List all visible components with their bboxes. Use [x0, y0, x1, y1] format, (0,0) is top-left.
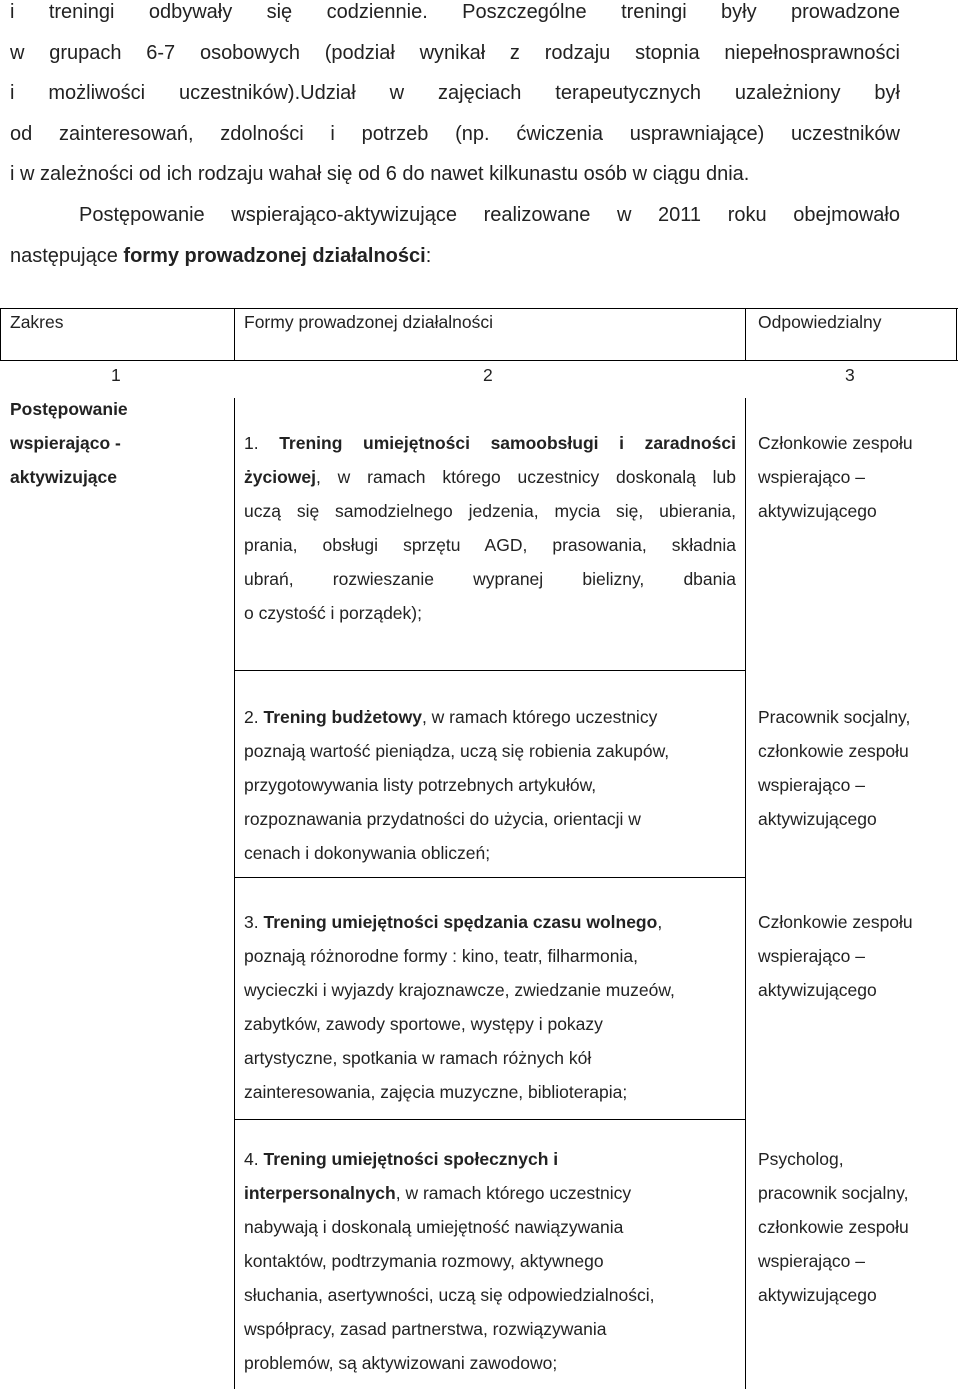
activity-text: , w ramach którego uczestnicy doskonalą lub	[315, 467, 736, 487]
activity-line: zabytków, zawody sportowe, występy i pokazy	[244, 1014, 603, 1034]
row-divider	[234, 877, 746, 878]
intro-line: w grupach 6-7 osobowych (podział wynikał z rodzaju stopnia niepełnosprawności	[10, 41, 900, 64]
activity-title: Trening umiejętności samoobsługi i zaradności	[279, 433, 736, 453]
activity-cell	[244, 1142, 736, 1380]
intro-line	[10, 236, 900, 277]
table-col-divider	[745, 308, 746, 360]
activity-line: ubrań, rozwieszanie wypranej bielizny, dbania	[244, 569, 736, 589]
responsible-cell	[758, 700, 910, 836]
column-number: 2	[483, 365, 493, 385]
row-divider	[234, 1119, 746, 1120]
activity-line: rozpoznawania przydatności do użycia, orientacji w	[244, 809, 641, 829]
activity-line: uczą się samodzielnego jedzenia, mycia się, ubierania,	[244, 501, 736, 521]
responsible-cell	[758, 426, 913, 528]
activity-line: artystyczne, spotkania w ramach różnych kół	[244, 1048, 592, 1068]
column-number: 3	[845, 365, 855, 385]
activity-line: zainteresowania, zajęcia muzyczne, biblioterapia;	[244, 1082, 628, 1102]
intro-text: następujące	[10, 244, 124, 267]
activity-cell	[244, 905, 736, 1109]
scope-cell	[10, 392, 128, 494]
activity-title: Trening budżetowy	[263, 707, 422, 727]
activity-line: wycieczki i wyjazdy krajoznawcze, zwiedzanie muzeów,	[244, 980, 675, 1000]
responsible-line: pracownik socjalny,	[758, 1183, 909, 1203]
responsible-line: Pracownik socjalny,	[758, 707, 911, 727]
scope-line: wspierająco -	[10, 433, 121, 453]
activity-line: poznają różnorodne formy : kino, teatr, filharmonia,	[244, 946, 638, 966]
table-border-right	[956, 308, 957, 360]
column-number: 1	[111, 365, 121, 385]
responsible-line: wspierająco –	[758, 775, 865, 795]
activity-line: prania, obsługi sprzętu AGD, prasowania, składnia	[244, 535, 736, 555]
activity-line: poznają wartość pieniądza, uczą się robienia zakupów,	[244, 741, 670, 761]
table-header-divider	[0, 360, 958, 361]
responsible-line: Członkowie zespołu	[758, 433, 913, 453]
table-col-divider	[234, 308, 235, 360]
intro-line: i możliwości uczestników).Udział w zajęciach terapeutycznych uzależniony był	[10, 82, 900, 105]
header-forms: Formy prowadzonej działalności	[244, 312, 493, 332]
responsible-line: aktywizującego	[758, 980, 877, 1000]
activity-line	[244, 1142, 736, 1176]
responsible-cell	[758, 1142, 909, 1312]
intro-text: :	[425, 244, 432, 267]
table-col-divider	[745, 398, 746, 1389]
intro-bold-text: formy prowadzonej działalności	[123, 244, 426, 267]
activity-line: przygotowywania listy potrzebnych artykułów,	[244, 775, 597, 795]
header-scope: Zakres	[10, 312, 64, 332]
activity-line	[244, 426, 736, 460]
item-number: 2.	[244, 707, 264, 727]
responsible-line: aktywizującego	[758, 501, 877, 521]
intro-line: i w zależności od ich rodzaju wahał się od 6 do nawet kilkunastu osób w ciągu dnia.	[10, 163, 750, 186]
responsible-line: Członkowie zespołu	[758, 912, 913, 932]
responsible-line: członkowie zespołu	[758, 741, 909, 761]
intro-line: Postępowanie wspierająco-aktywizujące realizowane w 2011 roku obejmowało	[79, 203, 900, 226]
row-divider	[234, 670, 746, 671]
scope-line: aktywizujące	[10, 467, 117, 487]
table-col-divider	[234, 398, 235, 1389]
responsible-line: wspierająco –	[758, 946, 865, 966]
intro-line: i treningi odbywały się codziennie. Poszczególne treningi były prowadzone	[10, 1, 900, 23]
scope-line: Postępowanie	[10, 399, 128, 419]
responsible-line: wspierająco –	[758, 1251, 865, 1271]
item-number: 4.	[244, 1149, 264, 1169]
activity-title: życiowej	[244, 467, 316, 487]
activities-table	[0, 308, 958, 1389]
responsible-line: wspierająco –	[758, 467, 865, 487]
activity-line: problemów, są aktywizowani zawodowo;	[244, 1353, 558, 1373]
table-border-left	[0, 308, 1, 360]
responsible-line: aktywizującego	[758, 1285, 877, 1305]
header-responsible: Odpowiedzialny	[758, 312, 882, 332]
activity-text: , w ramach którego uczestnicy	[395, 1183, 632, 1203]
responsible-line: aktywizującego	[758, 809, 877, 829]
intro-paragraph	[10, 0, 900, 276]
activity-cell	[244, 700, 736, 870]
intro-line: od zainteresowań, zdolności i potrzeb (np. ćwiczenia usprawniające) uczestników	[10, 122, 900, 145]
activity-line	[244, 905, 736, 939]
responsible-line: członkowie zespołu	[758, 1217, 909, 1237]
activity-line: współpracy, zasad partnerstwa, rozwiązywania	[244, 1319, 607, 1339]
activity-line	[244, 700, 736, 734]
activity-title: interpersonalnych	[244, 1183, 396, 1203]
activity-line: nabywają i doskonalą umiejętność nawiązywania	[244, 1217, 624, 1237]
activity-text: , w ramach którego uczestnicy	[421, 707, 658, 727]
activity-line	[244, 460, 736, 494]
activity-line: o czystość i porządek);	[244, 603, 422, 623]
activity-line: słuchania, asertywności, uczą się odpowiedzialności,	[244, 1285, 655, 1305]
activity-line	[244, 1176, 736, 1210]
activity-cell	[244, 426, 736, 630]
item-number: 3.	[244, 912, 264, 932]
activity-line: cenach i dokonywania obliczeń;	[244, 843, 491, 863]
activity-text: ,	[657, 912, 663, 932]
responsible-line: Psycholog,	[758, 1149, 844, 1169]
item-number: 1.	[244, 433, 280, 453]
activity-title: Trening umiejętności spędzania czasu wolnego	[263, 912, 658, 932]
activity-line: kontaktów, podtrzymania rozmowy, aktywnego	[244, 1251, 604, 1271]
responsible-cell	[758, 905, 913, 1007]
activity-title: Trening umiejętności społecznych i	[263, 1149, 559, 1169]
